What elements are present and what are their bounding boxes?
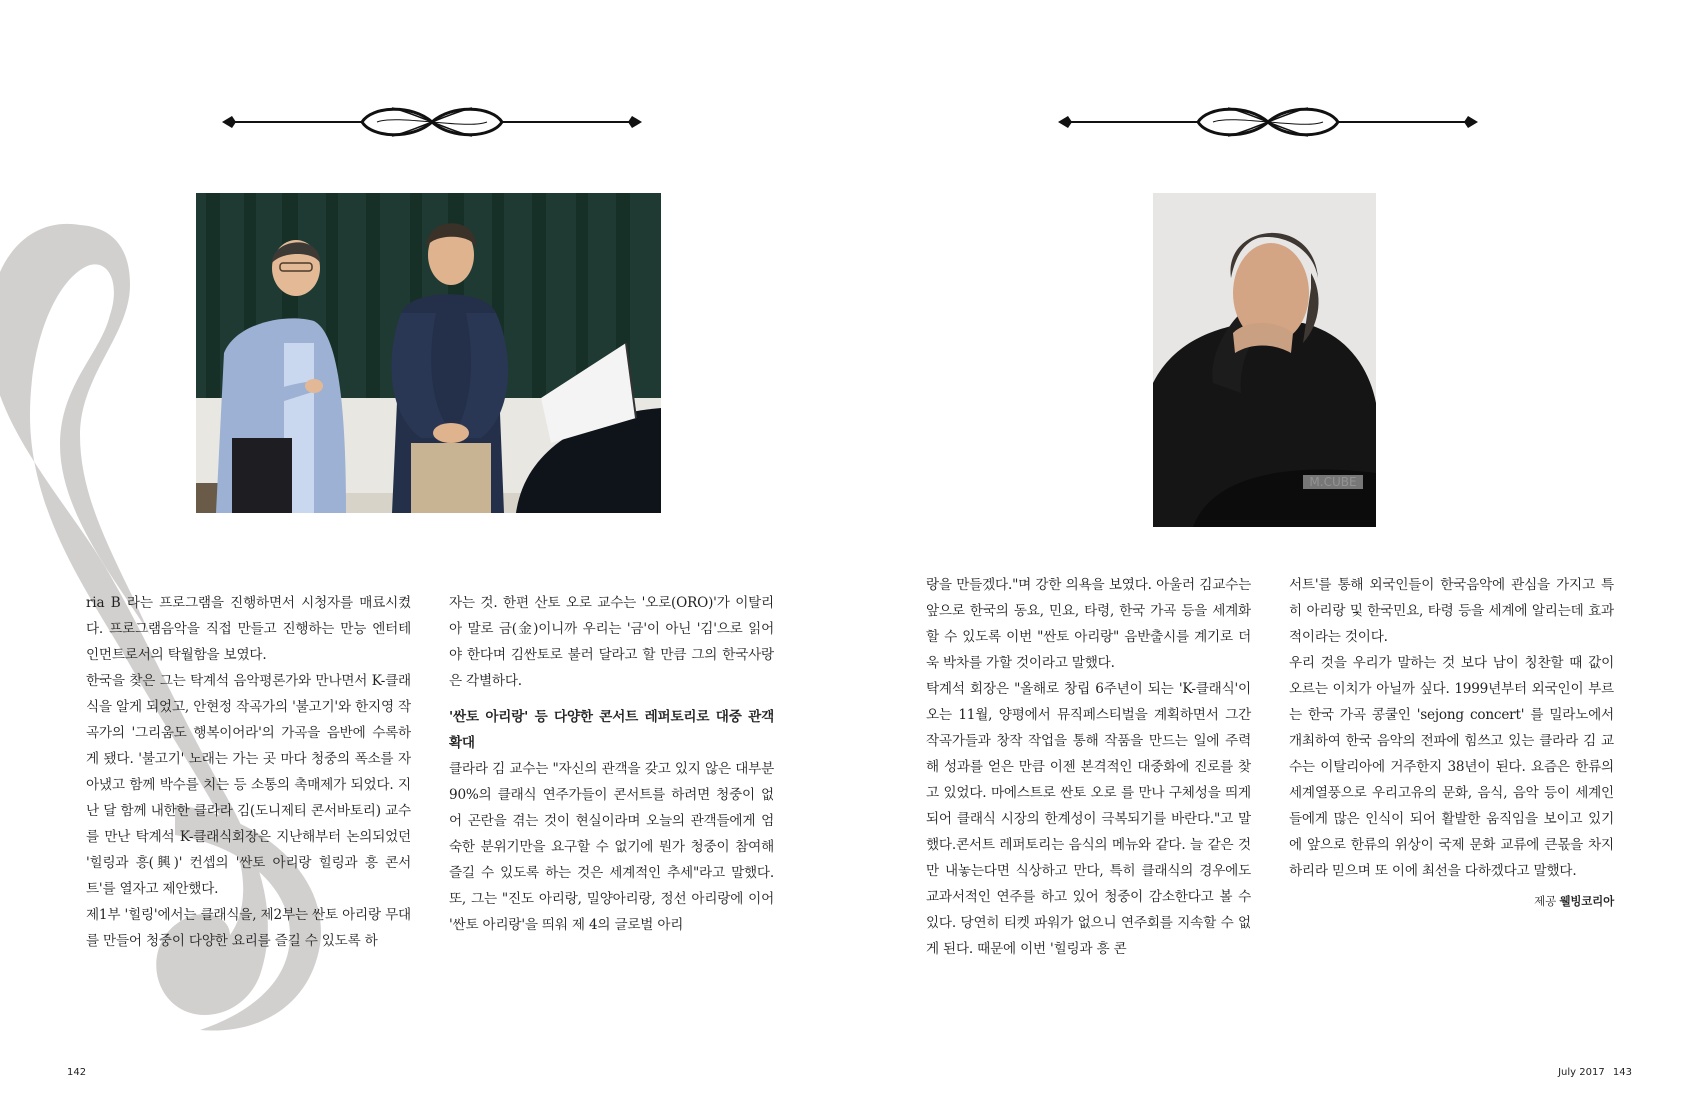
scroll-ornament-icon [1058,98,1478,146]
page-number: 142 [67,1067,87,1078]
paragraph: 랑을 만들겠다."며 강한 의욕을 보였다. 아울러 김교수는 앞으로 한국의 동요, 민요, 타령, 한국 가곡 등을 세계화 할 수 있도록 이번 "싼토 아리랑" 음반출시를 계기로 더욱 박차를 가할 것이라고 말했다. [926,577,1251,671]
paragraph: 클라라 김 교수는 "자신의 관객을 갖고 있지 않은 대부분 90%의 클래식 연주가들이 콘서트를 하려면 청중이 없어 곤란을 겪는 것이 현실이라며 오늘의 관객들에게 엄숙한 분위기만을 요구할 수 없기에 뭔가 청중이 참여해 즐길 수 있도록 하는 것은 세계적인 추세"라고 말했다. 또, 그는 "진도 아리랑, 밀양아리랑, 정선 아리랑에 이어 '싼토 아리랑'을 띄워 제 4의 글로벌 아리 [449,761,774,933]
credit-label: 제공 [1534,894,1556,908]
left-column-1 [86,590,411,954]
portrait-photo [1153,193,1376,527]
paragraph: 우리 것을 우리가 말하는 것 보다 남이 칭찬할 때 값이 오르는 이치가 아닐까 싶다. 1999년부터 외국인이 부르는 한국 가곡 콩쿨인 'sejong concert' 를 밀라노에서 개최하여 한국 음악의 전파에 힘쓰고 있는 클라라 김 교수는 이탈리아에 거주한지 38년이 된다. 요즘은 한류의 세계열풍으로 우리고유의 문화, 음식, 음악 등이 세계인들에게 많은 인식이 되어 활발한 움직임을 보이고 있기에 앞으로 한류의 위상이 국제 문화 교류에 큰몫을 차지하리라 믿으며 또 이에 최선을 다하겠다고 말했다. [1289,655,1614,879]
right-column-2 [1289,572,1614,914]
credit-source: 웰빙코리아 [1559,894,1614,908]
section-subheading: '싼토 아리랑' 등 다양한 콘서트 레퍼토리로 대중 관객 확대 [449,709,774,751]
paragraph: 탁계석 회장은 "올해로 창립 6주년이 되는 'K-클래식'이 오는 11월, 양평에서 뮤직페스티벌을 계획하면서 그간 작곡가들과 창작 작업을 통해 작품을 만드는 일에 주력해 성과를 얻은 만큼 이젠 본격적인 대중화에 진로를 찾고 있었다. 마에스트로 싼토 오로 를 만나 구체성을 띄게 되어 클래식 시장의 한계성이 극복되기를 바란다."고 말했다.콘서트 레퍼토리는 음식의 메뉴와 같다. 늘 같은 것만 내놓는다면 식상하고 만다, 특히 클래식의 경우에도 교과서적인 연주를 하고 있어 청중이 감소한다고 볼 수 있다. 당연히 티켓 파워가 없으니 연주회를 지속할 수 없게 된다. 때문에 이번 '힐링과 흥 콘 [926,681,1251,957]
photo-two-men-stage [196,193,661,513]
right-column-1 [926,572,1251,962]
photo-watermark: M.CUBE [1309,475,1357,489]
paragraph: 자는 것. 한편 산토 오로 교수는 '오로(ORO)'가 이탈리아 말로 금(金)이니까 우리는 '금'이 아닌 '김'으로 읽어야 한다며 김싼토로 불러 달라고 할 만큼 그의 한국사랑은 각별하다. [449,595,774,689]
paragraph: ria B 라는 프로그램을 진행하면서 시청자를 매료시켰다. 프로그램음악을 직접 만들고 진행하는 만능 엔터테인먼트로서의 탁월함을 보였다. [86,595,411,663]
paragraph: 제1부 '힐링'에서는 클래식을, 제2부는 싼토 아리랑 무대를 만들어 청중이 다양한 요리를 즐길 수 있도록 하 [86,907,411,949]
issue-date: July 2017 [1558,1067,1605,1078]
left-column-2 [449,590,774,938]
page-number: 143 [1612,1067,1632,1078]
paragraph: 서트'를 통해 외국인들이 한국음악에 관심을 가지고 특히 아리랑 및 한국민요, 타령 등을 세계에 알리는데 효과적이라는 것이다. [1289,577,1614,645]
right-page [843,0,1686,1119]
paragraph: 한국을 찾은 그는 탁계석 음악평론가와 만나면서 K-클래식을 알게 되었고, 안현정 작곡가의 '불고기'와 한지영 작곡가의 '그리움도 행복이어라'의 가곡을 음반에 수록하게 됐다. '불고기' 노래는 가는 곳 마다 청중의 폭소를 자아냈고 함께 박수를 치는 등 소통의 촉매제가 되었다. 지난 달 함께 내한한 클라라 김(도니제티 콘서바토리) 교수를 만난 탁계석 K-클래식회장은 지난해부터 논의되었던 '힐링과 흥(興)' 컨셉의 '싼토 아리랑 힐링과 흥 콘서트'를 열자고 제안했다. [86,673,411,897]
scroll-ornament-icon [222,98,642,146]
page-footer [1558,1067,1632,1078]
photo-credit [1289,888,1614,914]
